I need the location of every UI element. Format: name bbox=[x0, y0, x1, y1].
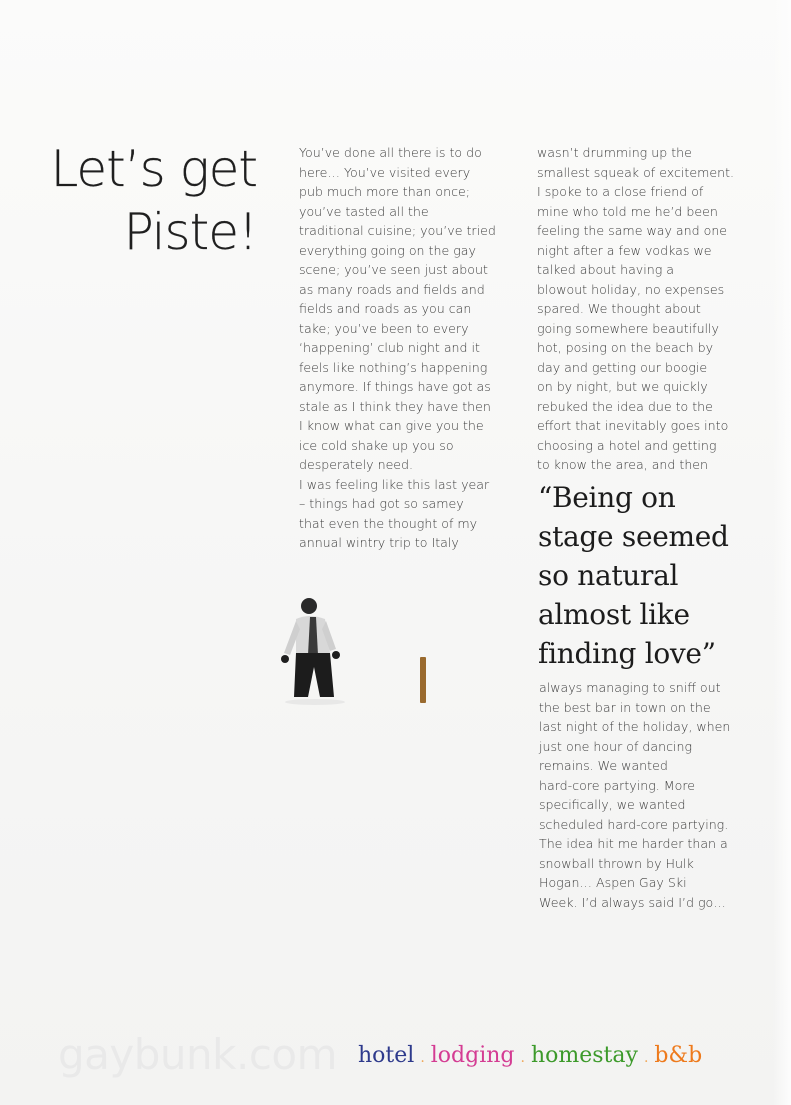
pull-quote bbox=[538, 478, 778, 673]
brand-logo: gaybunk.com bbox=[58, 1030, 338, 1079]
category-list bbox=[358, 1042, 702, 1072]
body-column-1 bbox=[299, 143, 504, 553]
category-homestay[interactable]: homestay bbox=[530, 1043, 638, 1068]
footer-banner bbox=[58, 1030, 758, 1080]
body-column-3 bbox=[539, 678, 744, 912]
pull-quote-text: “Being on stage seemed so natural almost like finding love” bbox=[538, 481, 729, 670]
skier-photo bbox=[270, 595, 360, 705]
article-headline bbox=[50, 138, 257, 264]
body-text: You’ve done all there is to do here… You’ve visited every pub much more than once; you’ve tasted all the traditional cuisine; you’ve tried everything going on the gay scene; you’ve seen just about as many roads and fields and fields and roads as you can take; you’ve been to every ‘happening’ club night and it feels like nothing’s happening anymore. If things have got as stale as I think they have then I know what can give you the ice cold shake up you so desperately need. I was feeling like this last year – things had got so samey that even the thought of my annual wintry trip to Italy bbox=[299, 145, 496, 550]
headline-line-1: Let’s get bbox=[50, 140, 257, 198]
piste-marker-pole bbox=[420, 657, 426, 703]
body-text: always managing to sniff out the best bar in town on the last night of the holiday, when just one hour of dancing remains. We wanted hard-core partying. More specifically, we wanted scheduled hard-core partying. The idea hit me harder than a snowball thrown by Hulk Hogan… Aspen Gay Ski Week. I’d always said I’d go… bbox=[539, 680, 731, 910]
separator: . bbox=[420, 1050, 425, 1066]
headline-line-2: Piste! bbox=[123, 203, 257, 261]
category-bnb[interactable]: b&b bbox=[654, 1043, 703, 1068]
body-text: wasn’t drumming up the smallest squeak of excitement. I spoke to a close friend of mine who told me he’d been feeling the same way and one night after a few vodkas we talked about having a blowout holiday, no expenses spared. We thought about going somewhere beautifully hot, posing on the beach by day and getting our boogie on by night, but we quickly rebuked the idea due to the effort that inevitably goes into choosing a hotel and getting to know the area, and then bbox=[537, 145, 735, 472]
category-lodging[interactable]: lodging bbox=[430, 1043, 515, 1068]
separator: . bbox=[520, 1050, 525, 1066]
separator: . bbox=[643, 1050, 649, 1066]
body-column-2 bbox=[537, 143, 742, 475]
category-hotel[interactable]: hotel bbox=[358, 1043, 415, 1068]
